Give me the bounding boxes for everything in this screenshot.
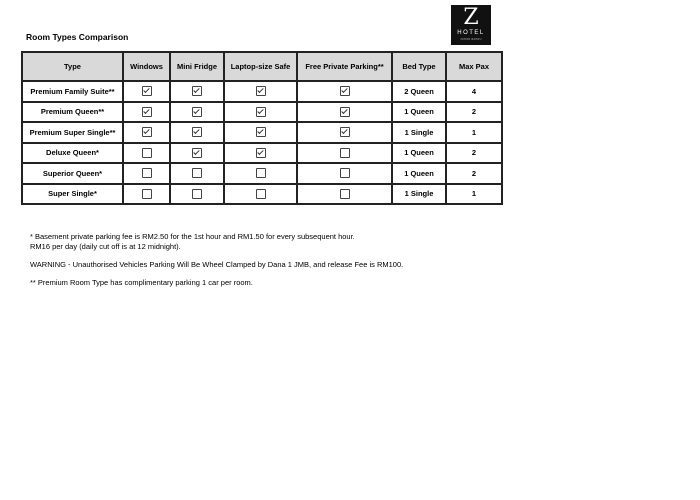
- laptop-safe-cell: [224, 163, 297, 184]
- room-type-cell: Premium Super Single**: [22, 122, 123, 143]
- col-header-free-parking: Free Private Parking**: [297, 52, 392, 81]
- room-comparison-table: [21, 51, 503, 205]
- laptop-safe-cell: [224, 184, 297, 205]
- checked-box-icon: [142, 127, 152, 137]
- premium-parking-note: ** Premium Room Type has complimentary parking 1 car per room.: [30, 278, 253, 287]
- basement-parking-note: [30, 232, 670, 252]
- windows-cell: [123, 102, 170, 123]
- unchecked-box-icon: [142, 148, 152, 158]
- col-header-type: Type: [22, 52, 123, 81]
- bed-type-cell: 2 Queen: [392, 81, 446, 102]
- mini-fridge-cell: [170, 184, 224, 205]
- bed-type-cell: 1 Single: [392, 122, 446, 143]
- bed-type-cell: 1 Queen: [392, 102, 446, 123]
- checked-box-icon: [142, 86, 152, 96]
- unchecked-box-icon: [192, 168, 202, 178]
- table-row: [22, 81, 502, 102]
- col-header-bed-type: Bed Type: [392, 52, 446, 81]
- windows-cell: [123, 122, 170, 143]
- free-parking-cell: [297, 81, 392, 102]
- free-parking-cell: [297, 184, 392, 205]
- room-type-cell: Super Single*: [22, 184, 123, 205]
- table-header-row: [22, 52, 502, 81]
- checked-box-icon: [192, 127, 202, 137]
- free-parking-cell: [297, 163, 392, 184]
- free-parking-cell: [297, 143, 392, 164]
- col-header-max-pax: Max Pax: [446, 52, 502, 81]
- windows-cell: [123, 143, 170, 164]
- laptop-safe-cell: [224, 122, 297, 143]
- mini-fridge-cell: [170, 143, 224, 164]
- unchecked-box-icon: [256, 189, 266, 199]
- unchecked-box-icon: [142, 168, 152, 178]
- windows-cell: [123, 163, 170, 184]
- checked-box-icon: [340, 107, 350, 117]
- checked-box-icon: [256, 86, 266, 96]
- laptop-safe-cell: [224, 81, 297, 102]
- logo-word: HOTEL: [457, 30, 485, 36]
- unchecked-box-icon: [340, 168, 350, 178]
- logo-mark: Z: [463, 5, 479, 30]
- bed-type-cell: 1 Queen: [392, 143, 446, 164]
- hotel-logo: [451, 5, 491, 45]
- mini-fridge-cell: [170, 81, 224, 102]
- unchecked-box-icon: [340, 148, 350, 158]
- page-title: Room Types Comparison: [26, 32, 129, 42]
- unchecked-box-icon: [340, 189, 350, 199]
- col-header-laptop-safe: Laptop-size Safe: [224, 52, 297, 81]
- bed-type-cell: 1 Single: [392, 184, 446, 205]
- unchecked-box-icon: [256, 168, 266, 178]
- free-parking-cell: [297, 102, 392, 123]
- table-row: [22, 184, 502, 205]
- checked-box-icon: [256, 148, 266, 158]
- windows-cell: [123, 81, 170, 102]
- mini-fridge-cell: [170, 102, 224, 123]
- bed-type-cell: 1 Queen: [392, 163, 446, 184]
- checked-box-icon: [142, 107, 152, 117]
- windows-cell: [123, 184, 170, 205]
- logo-tag: JOHOR BAHRU: [460, 38, 482, 41]
- unchecked-box-icon: [192, 189, 202, 199]
- max-pax-cell: 4: [446, 81, 502, 102]
- col-header-windows: Windows: [123, 52, 170, 81]
- max-pax-cell: 1: [446, 184, 502, 205]
- max-pax-cell: 2: [446, 163, 502, 184]
- col-header-mini-fridge: Mini Fridge: [170, 52, 224, 81]
- footnotes: [30, 232, 670, 296]
- room-type-cell: Premium Queen**: [22, 102, 123, 123]
- laptop-safe-cell: [224, 143, 297, 164]
- checked-box-icon: [256, 127, 266, 137]
- daily-rate-line: RM16 per day (daily cut off is at 12 midnight).: [30, 242, 181, 251]
- room-type-cell: Premium Family Suite**: [22, 81, 123, 102]
- laptop-safe-cell: [224, 102, 297, 123]
- table-row: [22, 163, 502, 184]
- table-row: [22, 122, 502, 143]
- free-parking-cell: [297, 122, 392, 143]
- checked-box-icon: [192, 107, 202, 117]
- checked-box-icon: [256, 107, 266, 117]
- table-row: [22, 102, 502, 123]
- clamping-warning: WARNING - Unauthorised Vehicles Parking Will Be Wheel Clamped by Dana 1 JMB, and release Fee is RM100.: [30, 260, 404, 269]
- checked-box-icon: [340, 86, 350, 96]
- mini-fridge-cell: [170, 163, 224, 184]
- max-pax-cell: 2: [446, 102, 502, 123]
- checked-box-icon: [192, 148, 202, 158]
- table-row: [22, 143, 502, 164]
- unchecked-box-icon: [142, 189, 152, 199]
- room-type-cell: Deluxe Queen*: [22, 143, 123, 164]
- checked-box-icon: [192, 86, 202, 96]
- mini-fridge-cell: [170, 122, 224, 143]
- checked-box-icon: [340, 127, 350, 137]
- basement-fee-line: * Basement private parking fee is RM2.50 for the 1st hour and RM1.50 for every subsequent hour.: [30, 232, 355, 241]
- max-pax-cell: 2: [446, 143, 502, 164]
- max-pax-cell: 1: [446, 122, 502, 143]
- room-type-cell: Superior Queen*: [22, 163, 123, 184]
